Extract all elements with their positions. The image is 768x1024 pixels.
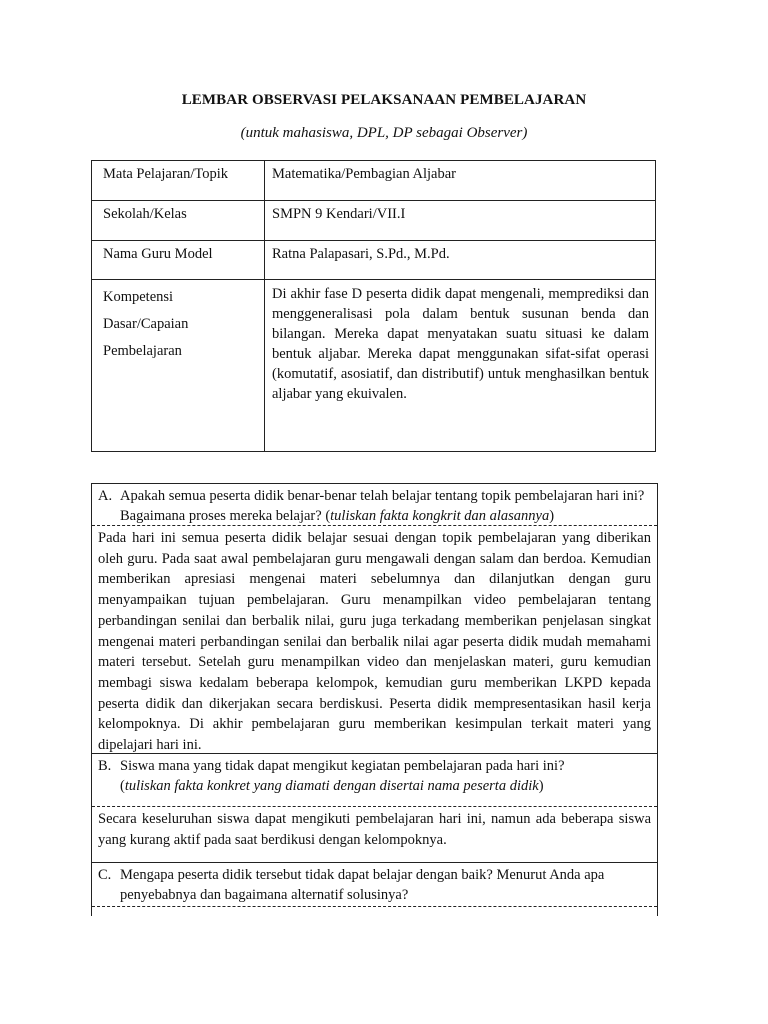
question-b-letter: B. [98,758,112,774]
page-subtitle: (untuk mahasiswa, DPL, DP sebagai Observer) [240,125,528,141]
question-a-text: Apakah semua peserta didik benar-benar telah belajar tentang topik pembelajaran hari ini? Bagaimana proses mereka belajar? ( [120,488,645,524]
question-b-hint: tuliskan fakta konkret yang diamati dengan disertai nama peserta didik [124,778,539,794]
competency-value: Di akhir fase D peserta didik dapat mengenali, memprediksi dan menggeneralisasi pola dalam bentuk susunan benda dan bilangan. Mereka dapat menyatakan suatu situasi ke dalam bentuk aljabar. Mereka dapat menggunakan sifat-sifat operasi (komutatif, asosiatif, dan distributif) untuk menghasilkan bentuk aljabar yang ekuivalen. [265,280,656,452]
observation-box [91,483,658,916]
school-value: SMPN 9 Kendari/VII.I [265,201,656,241]
competency-label-line: Dasar/Capaian [103,316,189,332]
table-row [92,201,656,241]
question-b [92,754,657,807]
table-row [92,280,656,452]
teacher-value: Ratna Palapasari, S.Pd., M.Pd. [265,241,656,280]
subject-label: Mata Pelajaran/Topik [92,161,265,201]
table-row [92,161,656,201]
page-title: LEMBAR OBSERVASI PELAKSANAAN PEMBELAJARAN [181,92,587,108]
competency-label-line: Kompetensi [103,289,174,305]
subject-value: Matematika/Pembagian Aljabar [265,161,656,201]
question-c-text: Mengapa peserta didik tersebut tidak dapat belajar dengan baik? Menurut Anda apa penyebabnya dan bagaimana alternatif solusinya? [120,867,605,903]
info-table [91,160,656,452]
answer-a: Pada hari ini semua peserta didik belajar sesuai dengan topik pembelajaran yang diberikan oleh guru. Pada saat awal pembelajaran guru mengawali dengan salam dan berdoa. Kemudian memberikan apresiasi mengenai materi sebelumnya dan dilanjutkan dengan guru menyampaikan tujuan pembelajaran. Guru menampilkan video pembelajaran tentang perbandingan senilai dan berbalik nilai, guru juga terkadang memberikan penjelasan singkat mengenai materi perbandingan senilai dan berbalik nilai agar peserta didik mudah memahami materi tersebut. Setelah guru menampilkan video dan menjelaskan materi, guru kemudian membagi siswa kedalam beberapa kelompok, kemudian guru memberikan LKPD kepada peserta didik dan dikerjakan secara berdiskusi. Peserta didik mempresentasikan hasil kerja kelompoknya. Di akhir pembelajaran guru memberikan kesimpulan terkait materi yang dipelajari hari ini. [92,526,657,754]
answer-b: Secara keseluruhan siswa dapat mengikuti pembelajaran hari ini, namun ada beberapa siswa yang kurang aktif pada saat berdikusi dengan kelompoknya. [92,807,657,863]
question-c-letter: C. [98,867,112,883]
competency-label [92,280,265,452]
competency-label-line: Pembelajaran [103,343,182,359]
question-a [92,484,657,526]
school-label: Sekolah/Kelas [92,201,265,241]
question-b-close: ) [538,778,544,794]
table-row [92,241,656,280]
question-a-close: ) [549,508,555,524]
question-c [92,863,657,907]
question-a-hint: tuliskan fakta kongkrit dan alasannya [330,508,550,524]
question-a-letter: A. [98,488,113,504]
teacher-label: Nama Guru Model [92,241,265,280]
question-b-open: ( [120,778,125,794]
question-b-text: Siswa mana yang tidak dapat mengikut kegiatan pembelajaran pada hari ini? [120,758,565,774]
